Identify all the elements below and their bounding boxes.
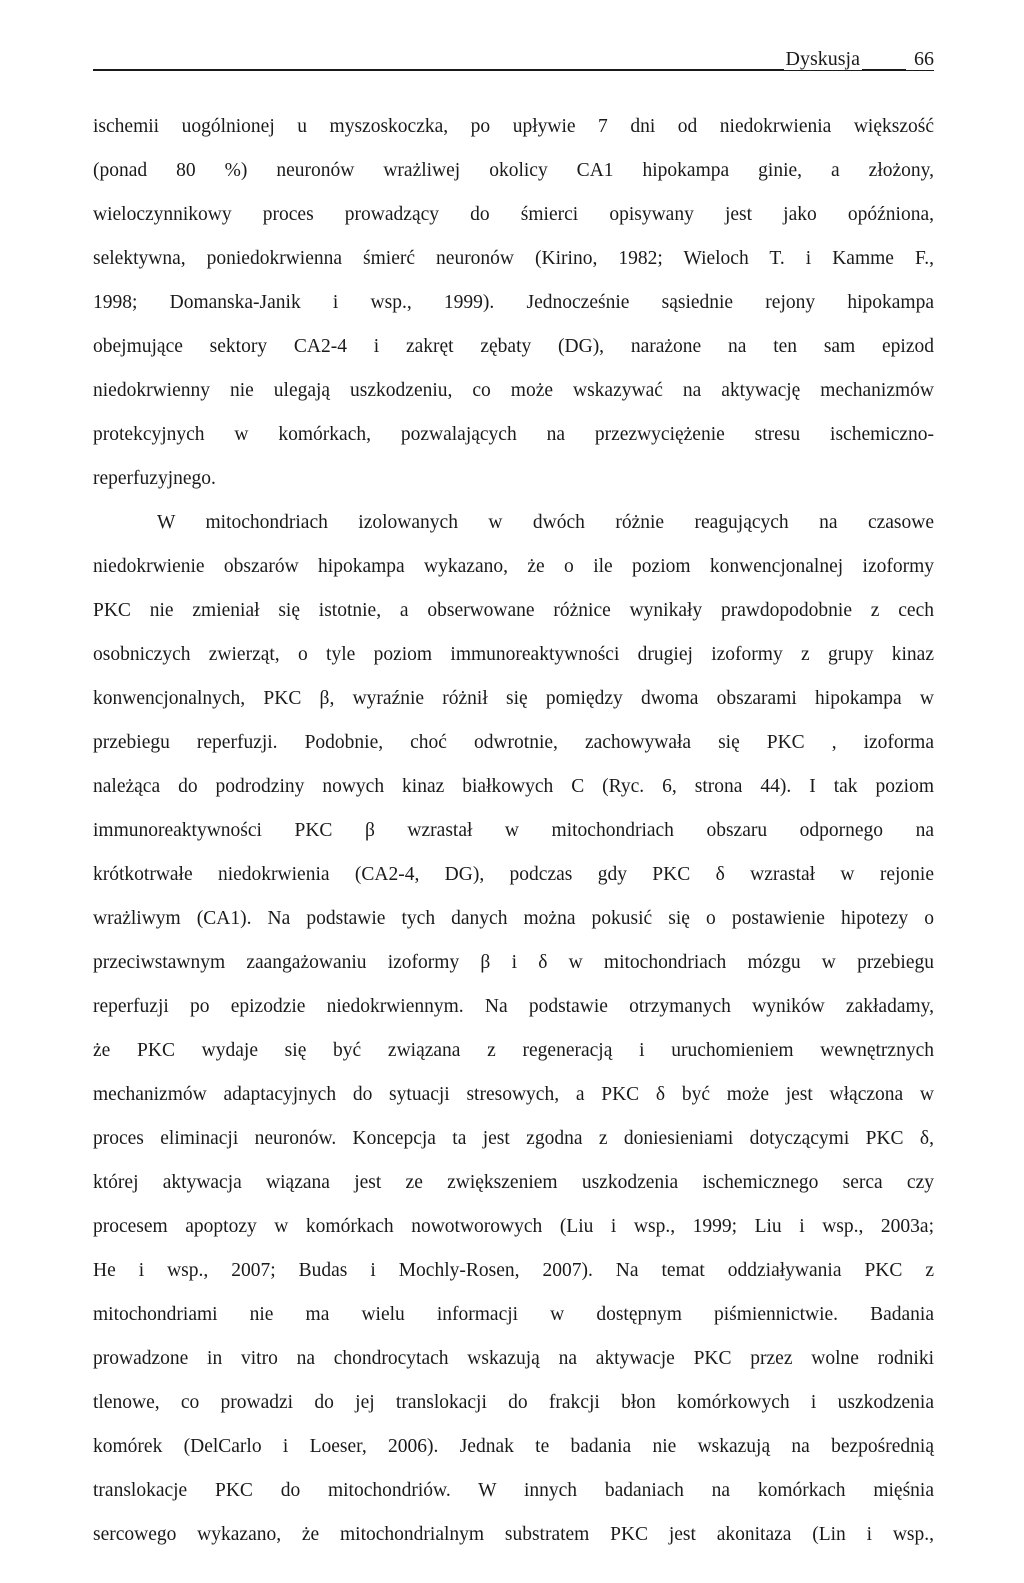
- text-line: He i wsp., 2007; Budas i Mochly-Rosen, 2007). Na temat oddziaływania PKC z: [93, 1260, 934, 1281]
- body-text: [93, 105, 934, 1557]
- text-line: mechanizmów adaptacyjnych do sytuacji stresowych, a PKC δ być może jest włączona w: [93, 1084, 934, 1105]
- text-line: należąca do podrodziny nowych kinaz białkowych C (Ryc. 6, strona 44). I tak poziom: [93, 776, 934, 797]
- text-line: translokacje PKC do mitochondriów. W innych badaniach na komórkach mięśnia: [93, 1480, 934, 1501]
- text-line: immunoreaktywności PKC β wzrastał w mitochondriach obszaru odpornego na: [93, 820, 934, 841]
- paragraph: [93, 501, 934, 1557]
- text-line: prowadzone in vitro na chondrocytach wskazują na aktywacje PKC przez wolne rodniki: [93, 1348, 934, 1369]
- text-line: selektywna, poniedokrwienna śmierć neuronów (Kirino, 1982; Wieloch T. i Kamme F.,: [93, 248, 934, 269]
- text-line: protekcyjnych w komórkach, pozwalających na przezwyciężenie stresu ischemiczno-: [93, 424, 934, 445]
- text-line: wrażliwym (CA1). Na podstawie tych danych można pokusić się o postawienie hipotezy o: [93, 908, 934, 929]
- text-line: niedokrwienie obszarów hipokampa wykazano, że o ile poziom konwencjonalnej izoformy: [93, 556, 934, 577]
- text-line: komórek (DelCarlo i Loeser, 2006). Jednak te badania nie wskazują na bezpośrednią: [93, 1436, 934, 1457]
- text-line: reperfuzji po epizodzie niedokrwiennym. Na podstawie otrzymanych wyników zakładamy,: [93, 996, 934, 1017]
- text-line: sercowego wykazano, że mitochondrialnym substratem PKC jest akonitaza (Lin i wsp.,: [93, 1524, 934, 1545]
- text-line: W mitochondriach izolowanych w dwóch różnie reagujących na czasowe: [157, 512, 934, 533]
- text-line: niedokrwienny nie ulegają uszkodzeniu, co może wskazywać na aktywację mechanizmów: [93, 380, 934, 401]
- section-title: Dyskusja: [785, 48, 860, 70]
- page-header: [93, 48, 934, 72]
- text-line: konwencjonalnych, PKC β, wyraźnie różnił się pomiędzy dwoma obszarami hipokampa w: [93, 688, 934, 709]
- paragraph: [93, 105, 934, 501]
- text-line: osobniczych zwierząt, o tyle poziom immunoreaktywności drugiej izoformy z grupy kinaz: [93, 644, 934, 665]
- text-line: przeciwstawnym zaangażowaniu izoformy β i δ w mitochondriach mózgu w przebiegu: [93, 952, 934, 973]
- text-line: że PKC wydaje się być związana z regeneracją i uruchomieniem wewnętrznych: [93, 1040, 934, 1061]
- text-line: 1998; Domanska-Janik i wsp., 1999). Jednocześnie sąsiednie rejony hipokampa: [93, 292, 934, 313]
- page-number: 66: [906, 48, 934, 70]
- text-line: (ponad 80 %) neuronów wrażliwej okolicy CA1 hipokampa ginie, a złożony,: [93, 160, 934, 181]
- text-line: procesem apoptozy w komórkach nowotworowych (Liu i wsp., 1999; Liu i wsp., 2003a;: [93, 1216, 934, 1237]
- text-line: reperfuzyjnego.: [93, 468, 216, 489]
- text-line: proces eliminacji neuronów. Koncepcja ta jest zgodna z doniesieniami dotyczącymi PKC δ,: [93, 1128, 934, 1149]
- text-line: tlenowe, co prowadzi do jej translokacji do frakcji błon komórkowych i uszkodzenia: [93, 1392, 934, 1413]
- text-line: PKC nie zmieniał się istotnie, a obserwowane różnice wynikały prawdopodobnie z cech: [93, 600, 934, 621]
- text-line: obejmujące sektory CA2-4 i zakręt zębaty (DG), narażone na ten sam epizod: [93, 336, 934, 357]
- text-line: ischemii uogólnionej u myszoskoczka, po upływie 7 dni od niedokrwienia większość: [93, 116, 934, 137]
- text-line: krótkotrwałe niedokrwienia (CA2-4, DG), podczas gdy PKC δ wzrastał w rejonie: [93, 864, 934, 885]
- text-line: mitochondriami nie ma wielu informacji w dostępnym piśmiennictwie. Badania: [93, 1304, 934, 1325]
- text-line: której aktywacja wiązana jest ze zwiększeniem uszkodzenia ischemicznego serca czy: [93, 1172, 934, 1193]
- text-line: wieloczynnikowy proces prowadzący do śmierci opisywany jest jako opóźniona,: [93, 204, 934, 225]
- text-line: przebiegu reperfuzji. Podobnie, choć odwrotnie, zachowywała się PKC , izoforma: [93, 732, 934, 753]
